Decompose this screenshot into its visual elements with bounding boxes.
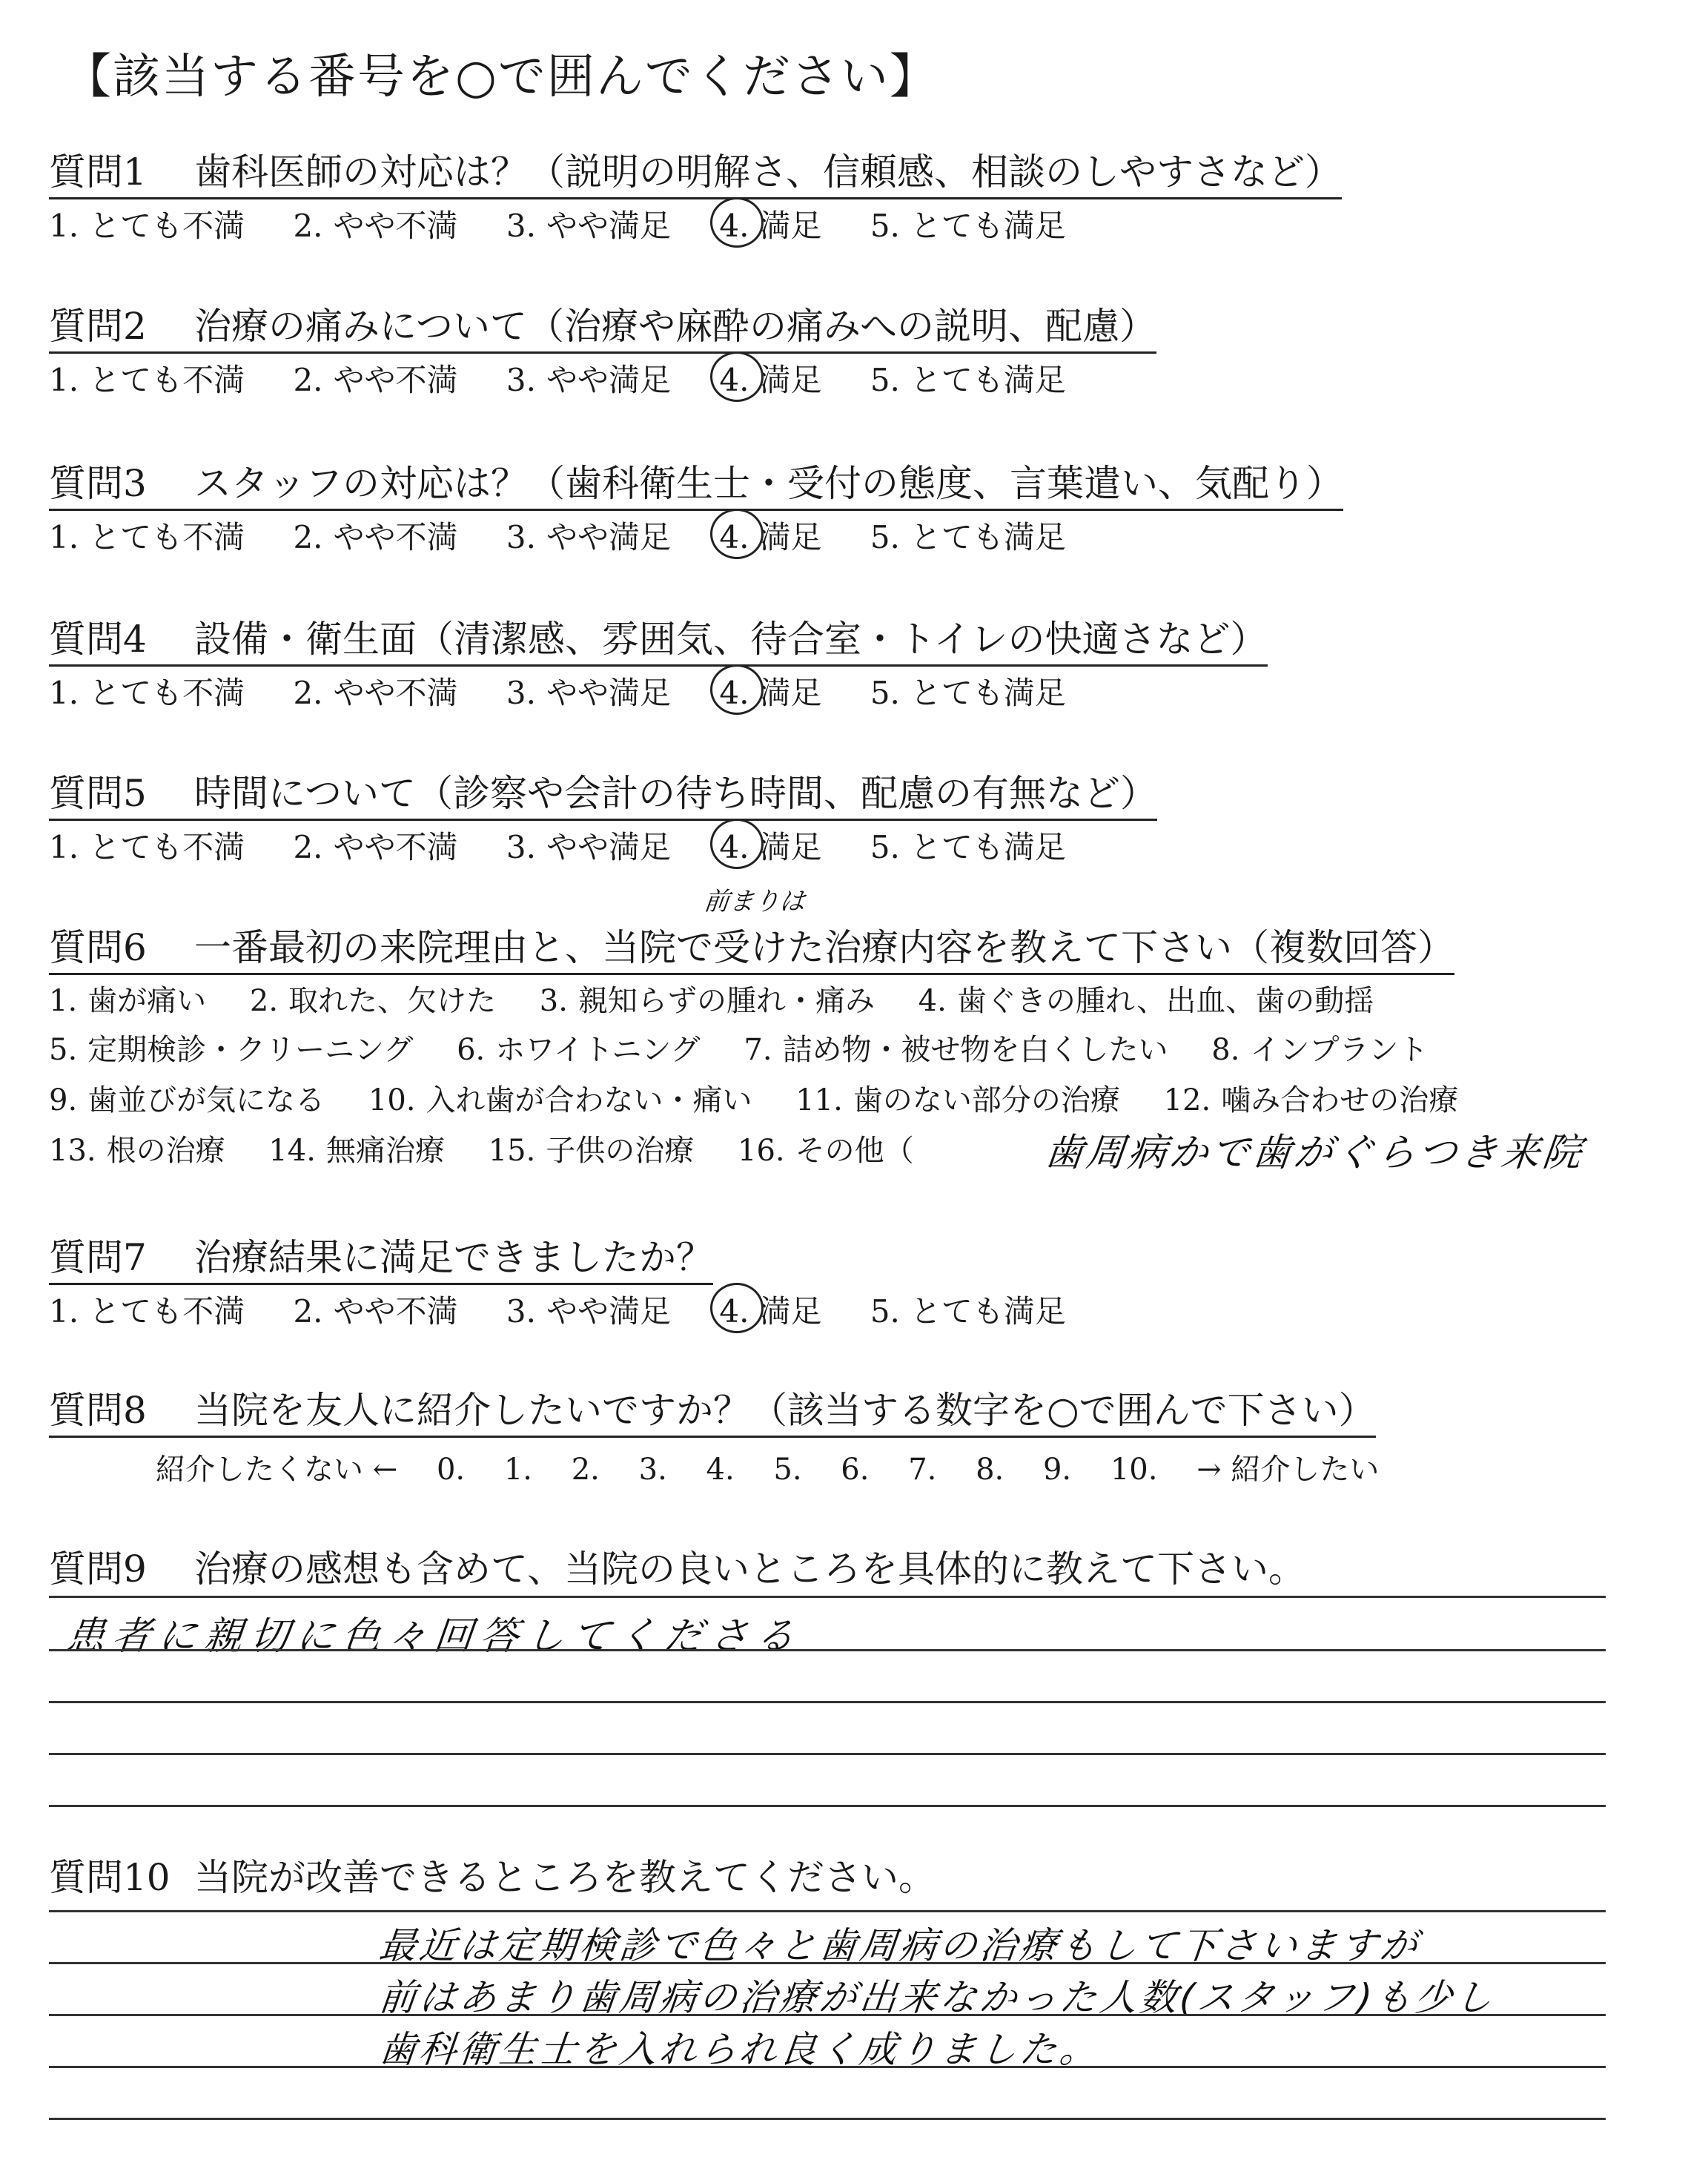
question-9-heading bbox=[49, 1539, 1305, 1594]
q7-option-3[interactable]: 3. やや満足 bbox=[506, 1293, 671, 1330]
selection-circle bbox=[710, 664, 764, 715]
q5-option-2[interactable]: 2. やや不満 bbox=[293, 829, 458, 865]
q6-option-6[interactable]: 6. ホワイトニング bbox=[457, 1033, 701, 1067]
q2-option-2[interactable]: 2. やや不満 bbox=[293, 362, 458, 398]
q8-value-3[interactable]: 3. bbox=[638, 1453, 667, 1487]
q8-value-8[interactable]: 8. bbox=[976, 1453, 1004, 1487]
answer-line bbox=[49, 1701, 1606, 1703]
question-3-options bbox=[49, 513, 1105, 558]
question-2-number: 質問2 bbox=[49, 305, 147, 348]
q8-value-7[interactable]: 7. bbox=[908, 1453, 937, 1487]
question-1-options bbox=[49, 202, 1105, 246]
question-9-number: 質問9 bbox=[49, 1548, 147, 1591]
question-5-number: 質問5 bbox=[49, 772, 147, 815]
question-1-heading bbox=[49, 142, 1342, 199]
question-3-text: スタッフの対応は？（歯科衛生士・受付の態度、言葉遣い、気配り） bbox=[194, 462, 1343, 505]
q8-value-9[interactable]: 9. bbox=[1042, 1453, 1072, 1487]
question-8-text: 当院を友人に紹介したいですか？（該当する数字を○で囲んで下さい） bbox=[194, 1389, 1376, 1432]
question-2-options bbox=[49, 356, 1105, 400]
q6-option-1[interactable]: 1. 歯が痛い bbox=[49, 984, 207, 1018]
q4-option-3[interactable]: 3. やや満足 bbox=[506, 675, 671, 711]
q9-answer[interactable]: 患者に親切に色々回答してくださる bbox=[64, 1614, 804, 1659]
question-6-heading bbox=[49, 918, 1454, 975]
answer-line bbox=[49, 1649, 1606, 1651]
question-4-text: 設備・衛生面（清潔感、雰囲気、待合室・トイレの快適さなど） bbox=[194, 618, 1268, 661]
q3-option-2[interactable]: 2. やや不満 bbox=[293, 519, 458, 555]
question-4-options bbox=[49, 669, 1105, 713]
selection-circle bbox=[710, 197, 764, 248]
q8-scale bbox=[156, 1446, 1409, 1488]
q5-option-5[interactable]: 5. とても満足 bbox=[870, 829, 1066, 865]
q5-option-1[interactable]: 1. とても不満 bbox=[49, 829, 245, 865]
q2-option-4-selected[interactable]: 4. 満足 bbox=[719, 356, 821, 400]
q6-option-7[interactable]: 7. 詰め物・被せ物を白くしたい bbox=[744, 1033, 1168, 1067]
answer-line bbox=[49, 2014, 1606, 2016]
answer-line bbox=[49, 1753, 1606, 1755]
q10-answer-line-3[interactable]: 歯科衛生士を入れられ良く成りました。 bbox=[377, 2028, 1102, 2071]
q6-option-11[interactable]: 11. 歯のない部分の治療 bbox=[795, 1083, 1120, 1117]
q10-answer-line-1[interactable]: 最近は定期検診で色々と歯周病の治療もして下さいますが bbox=[377, 1924, 1423, 1967]
q4-option-2[interactable]: 2. やや不満 bbox=[293, 675, 458, 711]
question-3-heading bbox=[49, 454, 1343, 511]
question-4-number: 質問4 bbox=[49, 618, 147, 661]
q6-option-14[interactable]: 14. 無痛治療 bbox=[268, 1134, 445, 1168]
q2-option-5[interactable]: 5. とても満足 bbox=[870, 362, 1066, 398]
q6-option-9[interactable]: 9. 歯並びが気になる bbox=[49, 1083, 325, 1117]
question-2-text: 治療の痛みについて（治療や麻酔の痛みへの説明、配慮） bbox=[194, 305, 1156, 348]
question-5-heading bbox=[49, 764, 1157, 821]
answer-line bbox=[49, 2066, 1606, 2068]
selection-circle bbox=[710, 509, 764, 559]
page-title: 【該当する番号を○で囲んでください】 bbox=[64, 50, 939, 105]
q8-value-0[interactable]: 0. bbox=[436, 1453, 466, 1487]
question-10-heading bbox=[49, 1848, 936, 1903]
question-8-number: 質問8 bbox=[49, 1389, 147, 1432]
question-6-text: 一番最初の来院理由と、当院で受けた治療内容を教えて下さい（複数回答） bbox=[194, 926, 1454, 969]
q7-option-4-selected[interactable]: 4. 満足 bbox=[719, 1287, 821, 1332]
q6-option-8[interactable]: 8. インプラント bbox=[1211, 1033, 1429, 1067]
question-2-heading bbox=[49, 297, 1156, 354]
q6-option-4[interactable]: 4. 歯ぐきの腫れ、出血、歯の動揺 bbox=[918, 984, 1374, 1018]
q8-value-4[interactable]: 4. bbox=[706, 1453, 735, 1487]
q6-option-15[interactable]: 15. 子供の治療 bbox=[488, 1134, 695, 1168]
answer-line bbox=[49, 1962, 1606, 1964]
answer-line bbox=[49, 1910, 1606, 1912]
question-7-options bbox=[49, 1287, 1105, 1332]
answer-line bbox=[49, 1805, 1606, 1807]
q4-option-1[interactable]: 1. とても不満 bbox=[49, 675, 245, 711]
question-10-number: 質問10 bbox=[49, 1856, 171, 1899]
question-7-heading bbox=[49, 1228, 713, 1285]
q8-value-1[interactable]: 1. bbox=[503, 1453, 533, 1487]
question-6-number: 質問6 bbox=[49, 926, 147, 969]
q8-value-5[interactable]: 5. bbox=[773, 1453, 802, 1487]
answer-line bbox=[49, 1596, 1606, 1598]
q8-value-2[interactable]: 2. bbox=[571, 1453, 600, 1487]
q6-other-answer[interactable]: 歯周病かで歯がぐらつき来院 bbox=[1042, 1131, 1587, 1175]
question-1-number: 質問1 bbox=[49, 151, 147, 194]
q8-value-10[interactable]: 10. bbox=[1110, 1453, 1158, 1487]
q3-option-1[interactable]: 1. とても不満 bbox=[49, 519, 245, 555]
q1-option-1[interactable]: 1. とても不満 bbox=[49, 208, 245, 244]
q3-option-5[interactable]: 5. とても満足 bbox=[870, 519, 1066, 555]
question-5-options bbox=[49, 823, 1105, 868]
q6-options-row-4 bbox=[49, 1127, 948, 1169]
q6-option-3[interactable]: 3. 親知らずの腫れ・痛み bbox=[539, 984, 875, 1018]
q7-option-1[interactable]: 1. とても不満 bbox=[49, 1293, 245, 1330]
q10-answer-line-2[interactable]: 前はあまり歯周病の治療が出来なかった人数(スタッフ)も少し bbox=[377, 1976, 1497, 2019]
question-7-number: 質問7 bbox=[49, 1236, 147, 1279]
question-8-heading bbox=[49, 1381, 1376, 1438]
selection-circle bbox=[710, 1283, 764, 1333]
q2-option-3[interactable]: 3. やや満足 bbox=[506, 362, 671, 398]
q8-value-6[interactable]: 6. bbox=[841, 1453, 870, 1487]
q6-option-13[interactable]: 13. 根の治療 bbox=[49, 1134, 225, 1168]
q7-option-2[interactable]: 2. やや不満 bbox=[293, 1293, 458, 1330]
q2-option-1[interactable]: 1. とても不満 bbox=[49, 362, 245, 398]
q6-handwritten-annotation: 前まりは bbox=[702, 887, 807, 916]
q6-option-16[interactable]: 16. その他（ bbox=[738, 1134, 914, 1168]
q8-right-label: → 紹介したい bbox=[1196, 1453, 1380, 1487]
q1-option-2[interactable]: 2. やや不満 bbox=[293, 208, 458, 244]
q1-option-3[interactable]: 3. やや満足 bbox=[506, 208, 671, 244]
q4-option-5[interactable]: 5. とても満足 bbox=[870, 675, 1066, 711]
q4-option-4-selected[interactable]: 4. 満足 bbox=[719, 669, 821, 713]
selection-circle bbox=[710, 819, 764, 869]
question-3-number: 質問3 bbox=[49, 462, 147, 505]
q6-option-12[interactable]: 12. 噛み合わせの治療 bbox=[1163, 1083, 1459, 1117]
question-9-text: 治療の感想も含めて、当院の良いところを具体的に教えて下さい。 bbox=[194, 1548, 1305, 1591]
q8-left-label: 紹介したくない ← bbox=[156, 1453, 398, 1487]
q6-options-row-3 bbox=[49, 1077, 1492, 1119]
q6-option-5[interactable]: 5. 定期検診・クリーニング bbox=[49, 1033, 414, 1067]
q1-option-5[interactable]: 5. とても満足 bbox=[870, 208, 1066, 244]
question-1-text: 歯科医師の対応は？（説明の明解さ、信頼感、相談のしやすさなど） bbox=[194, 151, 1342, 194]
q5-option-3[interactable]: 3. やや満足 bbox=[506, 829, 671, 865]
selection-circle bbox=[710, 351, 764, 402]
q1-option-4-selected[interactable]: 4. 満足 bbox=[719, 202, 821, 246]
q6-option-10[interactable]: 10. 入れ歯が合わない・痛い bbox=[368, 1083, 752, 1117]
q3-option-4-selected[interactable]: 4. 満足 bbox=[719, 513, 821, 558]
question-4-heading bbox=[49, 610, 1268, 667]
question-7-text: 治療結果に満足できましたか？ bbox=[194, 1236, 713, 1279]
q6-option-2[interactable]: 2. 取れた、欠けた bbox=[249, 984, 497, 1018]
question-5-text: 時間について（診察や会計の待ち時間、配慮の有無など） bbox=[194, 772, 1157, 815]
q6-options-row-1 bbox=[49, 977, 1408, 1020]
q7-option-5[interactable]: 5. とても満足 bbox=[870, 1293, 1066, 1330]
q6-options-row-2 bbox=[49, 1026, 1462, 1069]
q3-option-3[interactable]: 3. やや満足 bbox=[506, 519, 671, 555]
answer-line bbox=[49, 2118, 1606, 2120]
q5-option-4-selected[interactable]: 4. 満足 bbox=[719, 823, 821, 868]
question-10-text: 当院が改善できるところを教えてください。 bbox=[194, 1856, 936, 1899]
